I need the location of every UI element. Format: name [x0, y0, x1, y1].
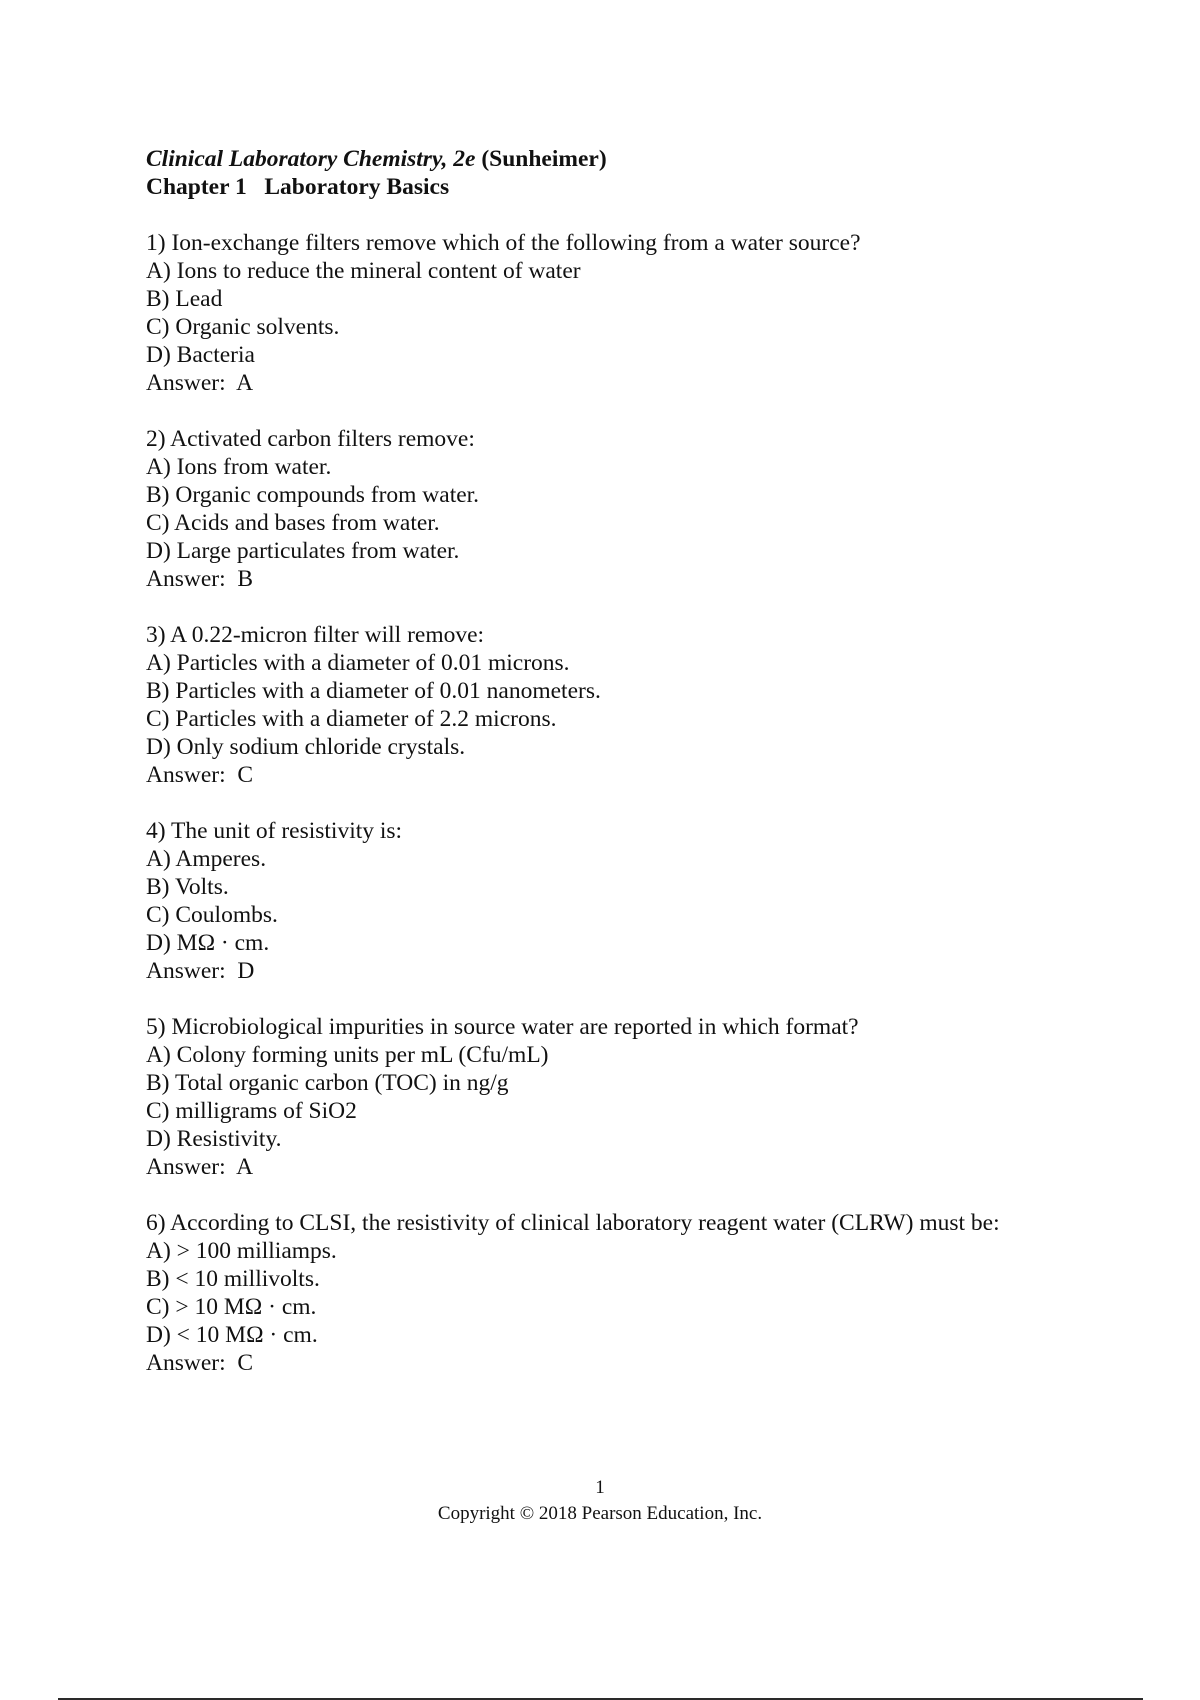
answer-option: A) Amperes. [146, 846, 267, 872]
answer-option: D) Only sodium chloride crystals. [146, 734, 466, 760]
answer-option: B) Particles with a diameter of 0.01 nanometers. [146, 678, 601, 704]
question-text: 4) The unit of resistivity is: [146, 818, 403, 844]
question-block [146, 1209, 1086, 1377]
correct-answer: Answer: B [146, 566, 254, 592]
correct-answer: Answer: A [146, 1154, 254, 1180]
answer-option: C) Particles with a diameter of 2.2 microns. [146, 706, 557, 732]
correct-answer: Answer: C [146, 762, 254, 788]
answer-option: A) Ions from water. [146, 454, 332, 480]
answer-option: C) Organic solvents. [146, 314, 340, 340]
answer-option: D) Large particulates from water. [146, 538, 460, 564]
question-text: 3) A 0.22-micron filter will remove: [146, 622, 485, 648]
book-author: (Sunheimer) [475, 146, 607, 172]
question-block [146, 1013, 1086, 1181]
question-text: 5) Microbiological impurities in source water are reported in which format? [146, 1014, 859, 1040]
correct-answer: Answer: C [146, 1350, 254, 1376]
book-title: Clinical Laboratory Chemistry, 2e [146, 146, 476, 172]
answer-option: D) < 10 MΩ · cm. [146, 1322, 318, 1348]
answer-option: B) Organic compounds from water. [146, 482, 480, 508]
correct-answer: Answer: D [146, 958, 255, 984]
question-block [146, 621, 1086, 789]
answer-option: C) > 10 MΩ · cm. [146, 1294, 317, 1320]
answer-option: D) Resistivity. [146, 1126, 282, 1152]
question-block [146, 425, 1086, 593]
answer-option: B) < 10 millivolts. [146, 1266, 320, 1292]
answer-option: D) Bacteria [146, 342, 255, 368]
answer-option: B) Volts. [146, 874, 229, 900]
answer-option: D) MΩ · cm. [146, 930, 270, 956]
answer-option: C) Acids and bases from water. [146, 510, 440, 536]
copyright-notice: Copyright © 2018 Pearson Education, Inc. [437, 1503, 763, 1524]
book-header [146, 145, 1086, 173]
answer-option: A) > 100 milliamps. [146, 1238, 337, 1264]
answer-option: B) Total organic carbon (TOC) in ng/g [146, 1070, 509, 1096]
answer-option: C) Coulombs. [146, 902, 278, 928]
correct-answer: Answer: A [146, 370, 254, 396]
page-content [146, 145, 1086, 1377]
question-text: 2) Activated carbon filters remove: [146, 426, 475, 452]
question-text: 6) According to CLSI, the resistivity of clinical laboratory reagent water (CLRW) must be: [146, 1210, 1000, 1236]
answer-option: A) Ions to reduce the mineral content of water [146, 258, 581, 284]
question-block [146, 229, 1086, 397]
answer-option: A) Colony forming units per mL (Cfu/mL) [146, 1042, 549, 1068]
chapter-title: Chapter 1 Laboratory Basics [146, 174, 450, 200]
page-number: 1 [595, 1477, 605, 1498]
question-text: 1) Ion-exchange filters remove which of the following from a water source? [146, 230, 861, 256]
question-block [146, 817, 1086, 985]
answer-option: C) milligrams of SiO2 [146, 1098, 357, 1124]
answer-option: B) Lead [146, 286, 223, 312]
answer-option: A) Particles with a diameter of 0.01 microns. [146, 650, 570, 676]
